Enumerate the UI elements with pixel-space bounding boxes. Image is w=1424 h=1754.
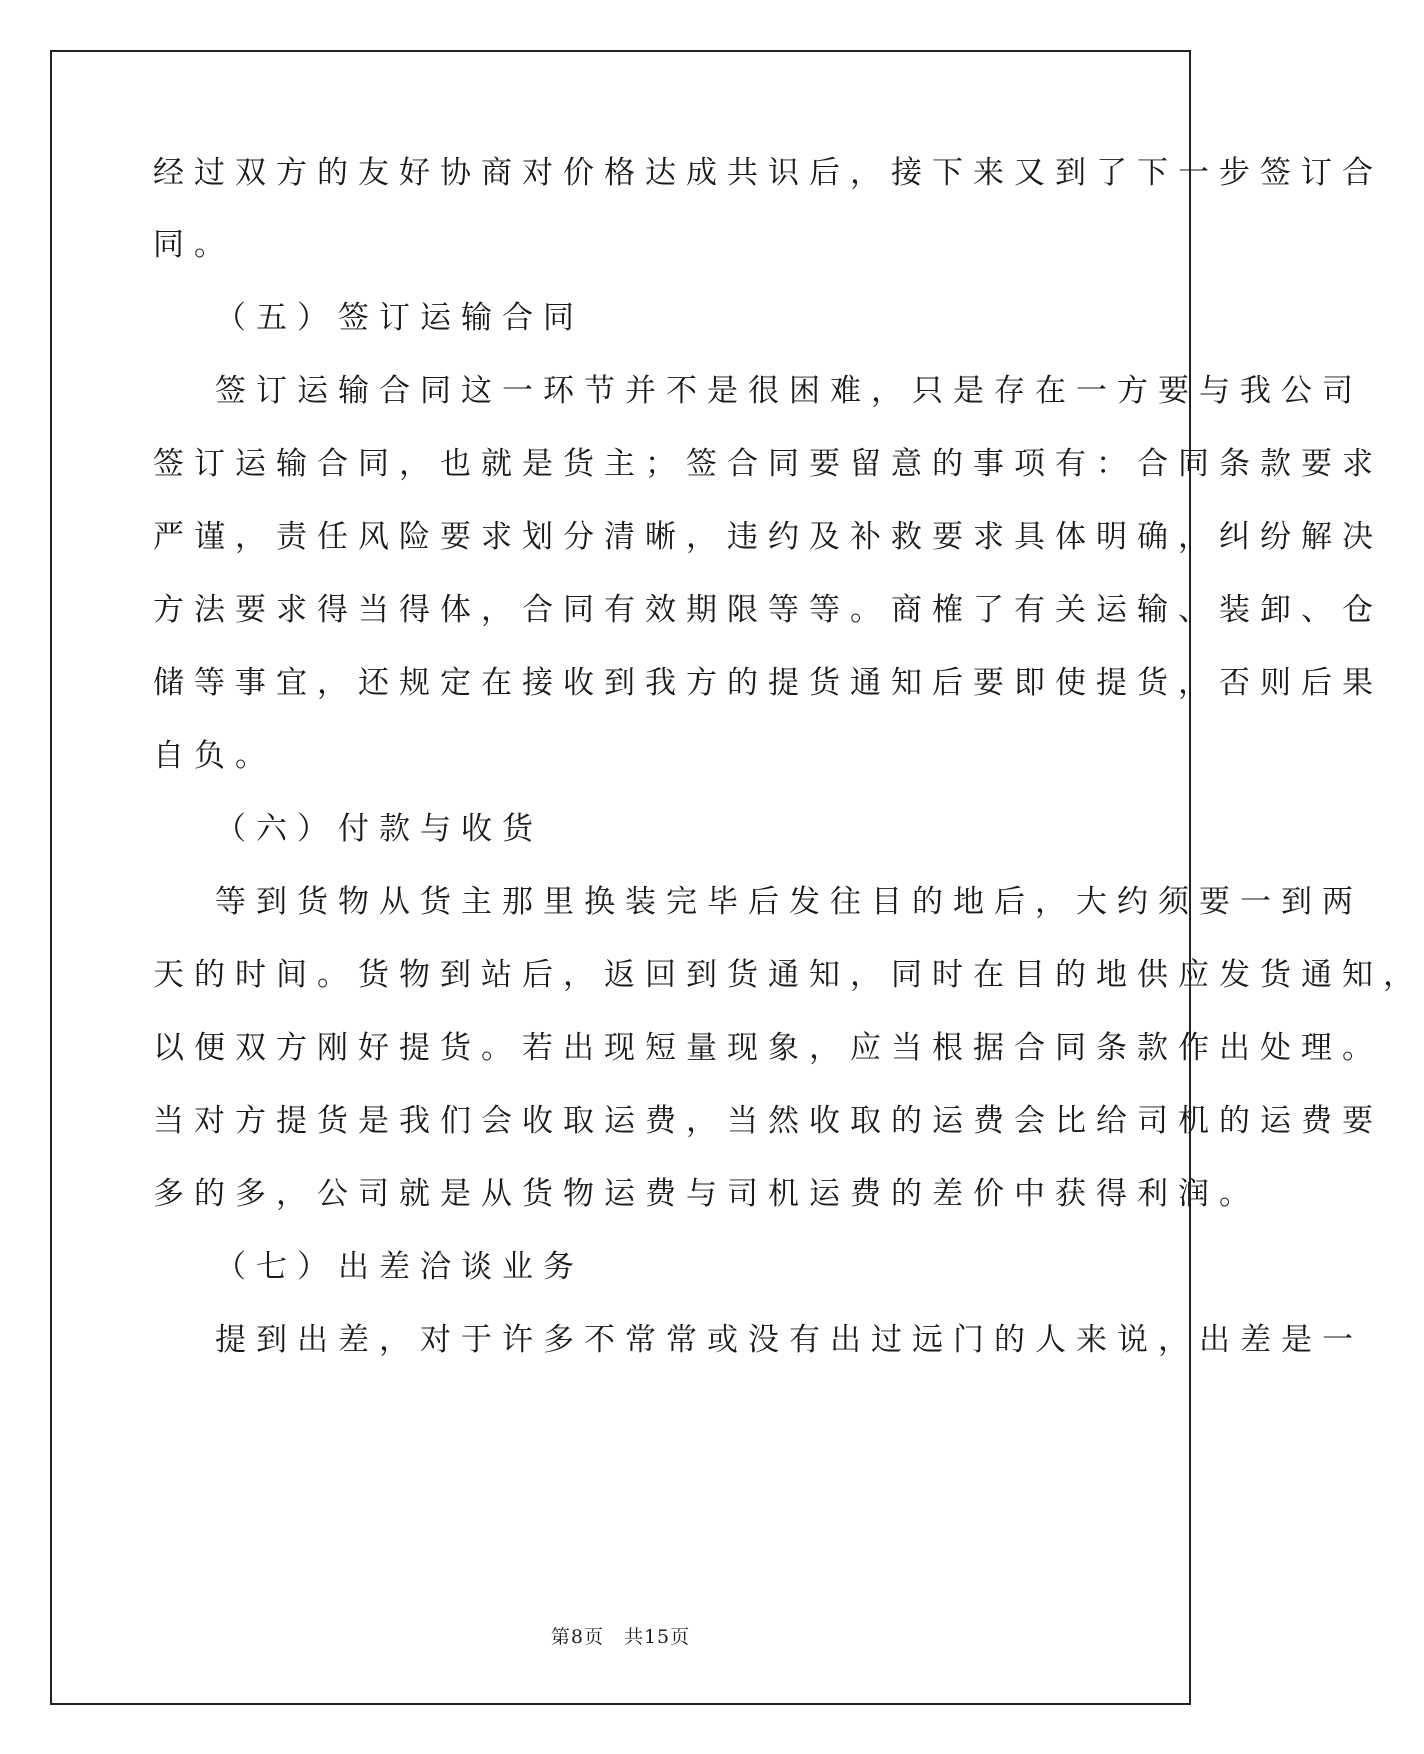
section-heading: （七）出差洽谈业务: [215, 1249, 584, 1285]
paragraph-line: 等到货物从货主那里换装完毕后发往目的地后，大约须要一到两: [215, 884, 1363, 920]
section-heading: （六）付款与收货: [215, 811, 543, 847]
section-heading: （五）签订运输合同: [215, 300, 584, 336]
paragraph-line: 经过双方的友好协商对价格达成共识后，接下来又到了下一步签订合: [153, 155, 1383, 191]
paragraph-line: 自负。: [153, 738, 276, 774]
paragraph-line: 签订运输合同这一环节并不是很困难，只是存在一方要与我公司: [215, 373, 1363, 409]
page-footer: [0, 1622, 1241, 1649]
paragraph-line: 多的多，公司就是从货物运费与司机运费的差价中获得利润。: [153, 1176, 1260, 1212]
paragraph-line: 天的时间。货物到站后，返回到货通知，同时在目的地供应发货通知，: [153, 957, 1424, 993]
paragraph-line: 严谨，责任风险要求划分清晰，违约及补救要求具体明确，纠纷解决: [153, 519, 1383, 555]
page-border: [50, 50, 1191, 1705]
paragraph-line: 储等事宜，还规定在接收到我方的提货通知后要即使提货，否则后果: [153, 665, 1383, 701]
page-total: 共15页: [623, 1626, 691, 1648]
paragraph-line: 同。: [153, 227, 235, 263]
page-number: 第8页: [550, 1626, 604, 1648]
paragraph-line: 当对方提货是我们会收取运费，当然收取的运费会比给司机的运费要: [153, 1103, 1383, 1139]
paragraph-line: 方法要求得当得体，合同有效期限等等。商榷了有关运输、装卸、仓: [153, 592, 1383, 628]
paragraph-line: 提到出差，对于许多不常常或没有出过远门的人来说，出差是一: [215, 1322, 1363, 1358]
paragraph-line: 签订运输合同，也就是货主；签合同要留意的事项有：合同条款要求: [153, 446, 1383, 482]
paragraph-line: 以便双方刚好提货。若出现短量现象，应当根据合同条款作出处理。: [153, 1030, 1383, 1066]
